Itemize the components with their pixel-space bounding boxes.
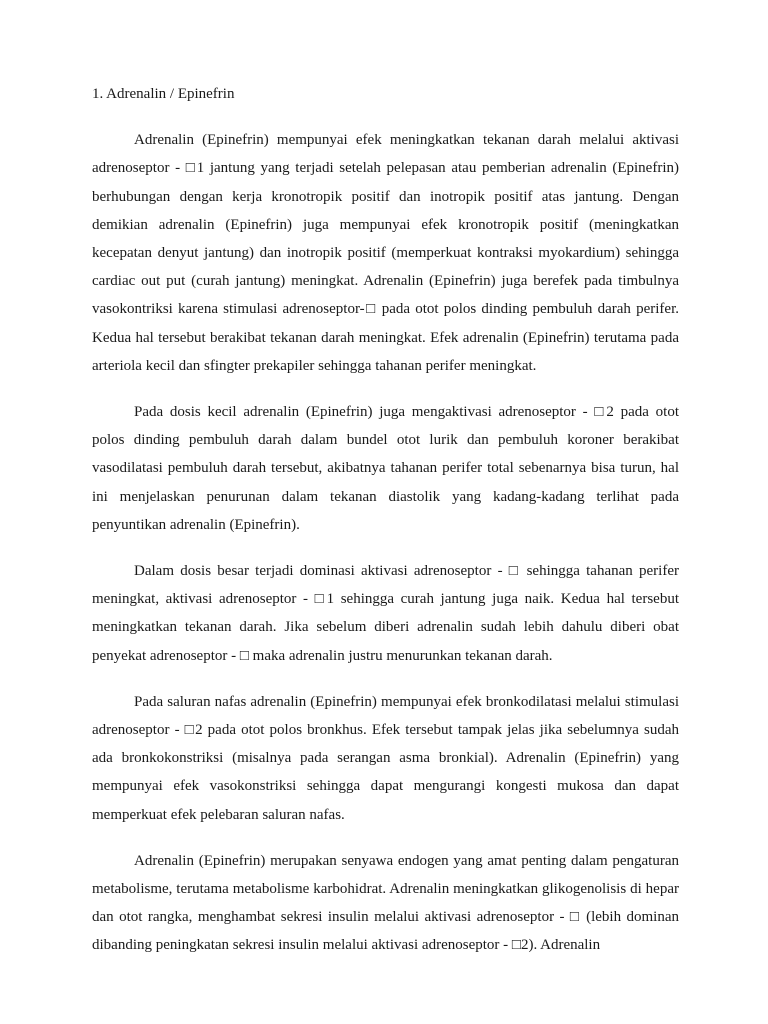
paragraph-cardiac-effects: Adrenalin (Epinefrin) mempunyai efek meningkatkan tekanan darah melalui aktivasi adrenoseptor - □1 jantung yang terjadi setelah pelepasan atau pemberian adrenalin (Epinefrin) berhubungan dengan kerja kronotropik positif dan inotropik positif atas jantung. Dengan demikian adrenalin (Epinefrin) juga mempunyai efek kronotropik positif (meningkatkan kecepatan denyut jantung) dan inotropik positif (memperkuat kontraksi myokardium) sehingga cardiac out put (curah jantung) meningkat. Adrenalin (Epinefrin) juga berefek pada timbulnya vasokontriksi karena stimulasi adrenoseptor-□ pada otot polos dinding pembuluh darah perifer. Kedua hal tersebut berakibat tekanan darah meningkat. Efek adrenalin (Epinefrin) terutama pada arteriola kecil dan sfingter prekapiler sehingga tahanan perifer meningkat. <box>92 132 679 374</box>
document-page <box>92 80 679 978</box>
section-heading: 1. Adrenalin / Epinefrin <box>92 86 235 102</box>
paragraph-metabolism: Adrenalin (Epinefrin) merupakan senyawa endogen yang amat penting dalam pengaturan metabolisme, terutama metabolisme karbohidrat. Adrenalin meningkatkan glikogenolisis di hepar dan otot rangka, menghambat sekresi insulin melalui aktivasi adrenoseptor - □ (lebih dominan dibanding peningkatan sekresi insulin melalui aktivasi adrenoseptor - □2). Adrenalin <box>92 852 679 954</box>
paragraph-low-dose: Pada dosis kecil adrenalin (Epinefrin) juga mengaktivasi adrenoseptor - □2 pada otot polos dinding pembuluh darah dalam bundel otot lurik dan pembuluh koroner berakibat vasodilatasi pembuluh darah tersebut, akibatnya tahanan perifer total sebenarnya bisa turun, hal ini menjelaskan penurunan dalam tekanan diastolik yang kadang-kadang terlihat pada penyuntikan adrenalin (Epinefrin). <box>92 404 679 533</box>
paragraph-respiratory: Pada saluran nafas adrenalin (Epinefrin) mempunyai efek bronkodilatasi melalui stimulasi adrenoseptor - □2 pada otot polos bronkhus. Efek tersebut tampak jelas jika sebelumnya sudah ada bronkokonstriksi (misalnya pada serangan asma bronkial). Adrenalin (Epinefrin) yang mempunyai efek vasokonstriksi sehingga dapat mengurangi kongesti mukosa dan dapat memperkuat efek pelebaran saluran nafas. <box>92 693 679 823</box>
paragraph-high-dose: Dalam dosis besar terjadi dominasi aktivasi adrenoseptor - □ sehingga tahanan perifer meningkat, aktivasi adrenoseptor - □1 sehingga curah jantung juga naik. Kedua hal tersebut meningkatkan tekanan darah. Jika sebelum diberi adrenalin sudah lebih dahulu diberi obat penyekat adrenoseptor - □ maka adrenalin justru menurunkan tekanan darah. <box>92 563 679 664</box>
